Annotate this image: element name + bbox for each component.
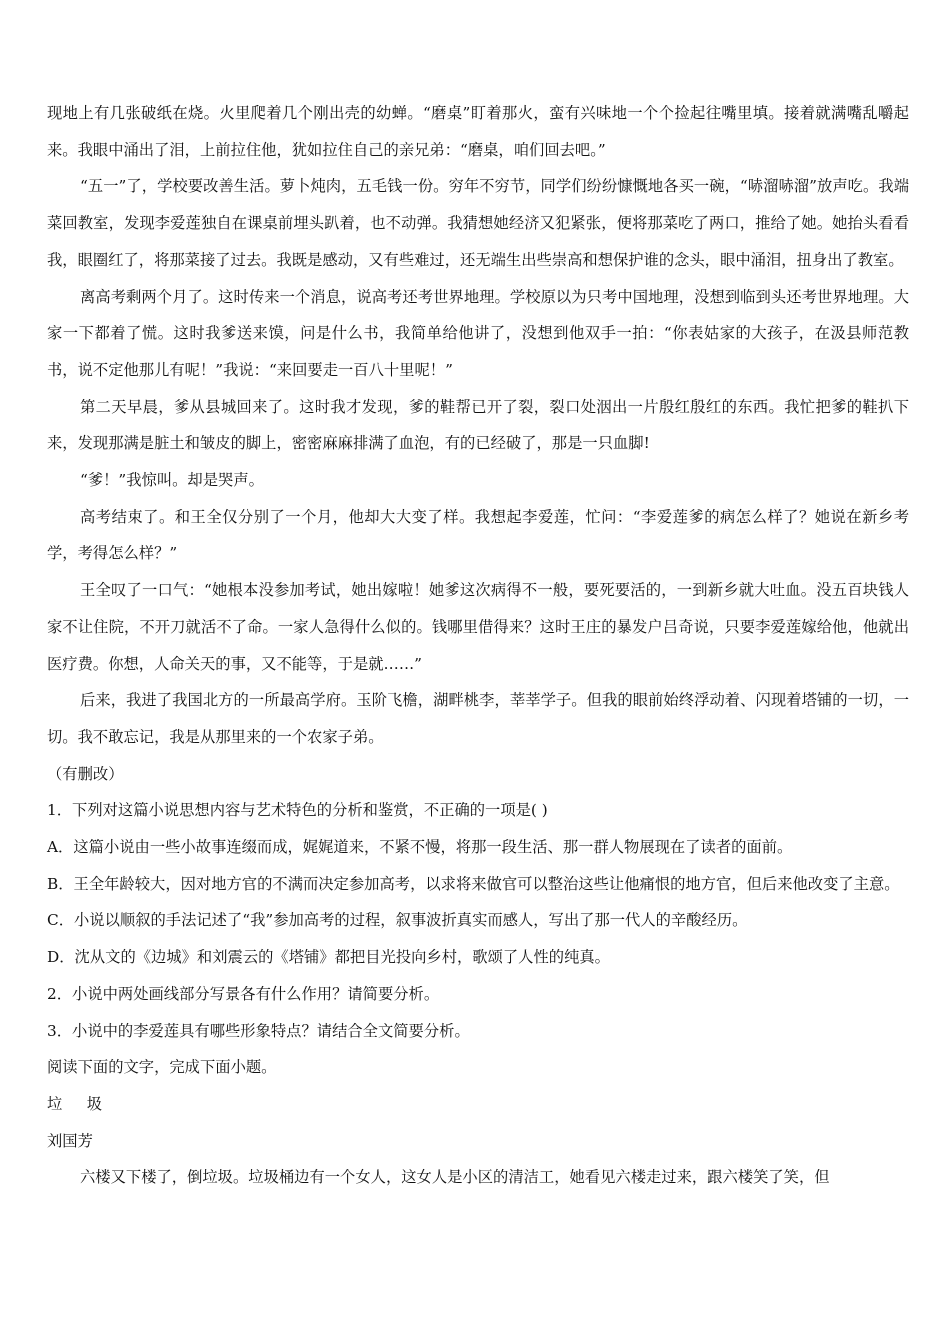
story-paragraph-6: 高考结束了。和王全仅分别了一个月，他却大大变了样。我想起李爱莲，忙问：“李爱莲爹的病怎么样了？她说在新乡考学，考得怎么样？” [47,507,909,563]
story-paragraph-5: “爹！”我惊叫。却是哭声。 [80,471,264,490]
story-paragraph-8: 后来，我进了我国北方的一所最高学府。玉阶飞檐，湖畔桃李，莘莘学子。但我的眼前始终浮动着、闪现着塔铺的一切，一切。我不敢忘记，我是从那里来的一个农家子弟。 [47,691,909,746]
option-b: B．王全年龄较大，因对地方官的不满而决定参加高考，以求将来做官可以整治这些让他痛恨的地方官，但后来他改变了主意。 [47,874,900,893]
option-c: C．小说以顺叙的手法记述了“我”参加高考的过程，叙事波折真实而感人，写出了那一代人的辛酸经历。 [47,911,748,930]
story-paragraph-4: 第二天早晨，爹从县城回来了。这时我才发现，爹的鞋帮已开了裂，裂口处洇出一片殷红殷红的东西。我忙把爹的鞋扒下来，发现那满是脏土和皱皮的脚上，密密麻麻排满了血泡，有的已经破了，那是一只血脚! [47,397,909,453]
questions-section [47,792,909,1049]
question-3: 3．小说中的李爱莲具有哪些形象特点？请结合全文简要分析。 [47,1021,470,1040]
question-2: 2．小说中两处画线部分写景各有什么作用？请简要分析。 [47,984,440,1003]
reading-instruction: 阅读下面的文字，完成下面小题。 [47,1058,277,1077]
story-paragraph-7: 王全叹了一口气：“她根本没参加考试，她出嫁啦！她爹这次病得不一般，要死要活的，一到新乡就大吐血。没五百块钱人家不让住院，不开刀就活不了命。一家人急得什么似的。钱哪里借得来？这时王庄的暴发户吕奇说，只要李爱莲嫁给他，他就出医疗费。你想，人命关天的事，又不能等，于是就……” [47,581,909,673]
option-d: D．沈从文的《边城》和刘震云的《塔铺》都把目光投向乡村，歌颂了人性的纯真。 [47,948,610,967]
question-1: 1．下列对这篇小说思想内容与艺术特色的分析和鉴赏，不正确的一项是( ) [47,801,548,820]
next-reading-section [47,1049,909,1196]
story-excerpt [47,95,909,792]
story-first-paragraph: 六楼又下楼了，倒垃圾。垃圾桶边有一个女人，这女人是小区的清洁工，她看见六楼走过来，跟六楼笑了笑，但 [80,1168,830,1187]
edit-note: （有删改） [47,764,124,783]
story-title: 垃圾 [47,1094,127,1113]
story-paragraph-2: “五一”了，学校要改善生活。萝卜炖肉，五毛钱一份。穷年不穷节，同学们纷纷慷慨地各买一碗，“哧溜哧溜”放声吃。我端菜回教室，发现李爱莲独自在课桌前埋头趴着，也不动弹。我猜想她经济又犯紧张，便将那菜吃了两口，推给了她。她抬头看看我，眼圈红了，将那菜接了过去。我既是感动，又有些难过，还无端生出些崇高和想保护谁的念头，眼中涌泪，扭身出了教室。 [47,177,909,269]
document-body [47,95,909,1196]
story-paragraph-3: 离高考剩两个月了。这时传来一个消息，说高考还考世界地理。学校原以为只考中国地理，没想到临到头还考世界地理。大家一下都着了慌。这时我爹送来馍，问是什么书，我简单给他讲了，没想到他双手一拍：“你表姑家的大孩子，在汲县师范教书，说不定他那儿有呢！”我说：“来回要走一百八十里呢！” [47,287,909,379]
story-paragraph-1: 现地上有几张破纸在烧。火里爬着几个刚出壳的幼蝉。“磨桌”盯着那火，蛮有兴味地一个个捡起往嘴里填。接着就满嘴乱嚼起来。我眼中涌出了泪，上前拉住他，犹如拉住自己的亲兄弟：“磨桌，咱们回去吧。” [47,104,909,159]
option-a: A．这篇小说由一些小故事连缀而成，娓娓道来，不紧不慢，将那一段生活、那一群人物展现在了读者的面前。 [47,838,793,857]
story-author: 刘国芳 [47,1131,93,1150]
